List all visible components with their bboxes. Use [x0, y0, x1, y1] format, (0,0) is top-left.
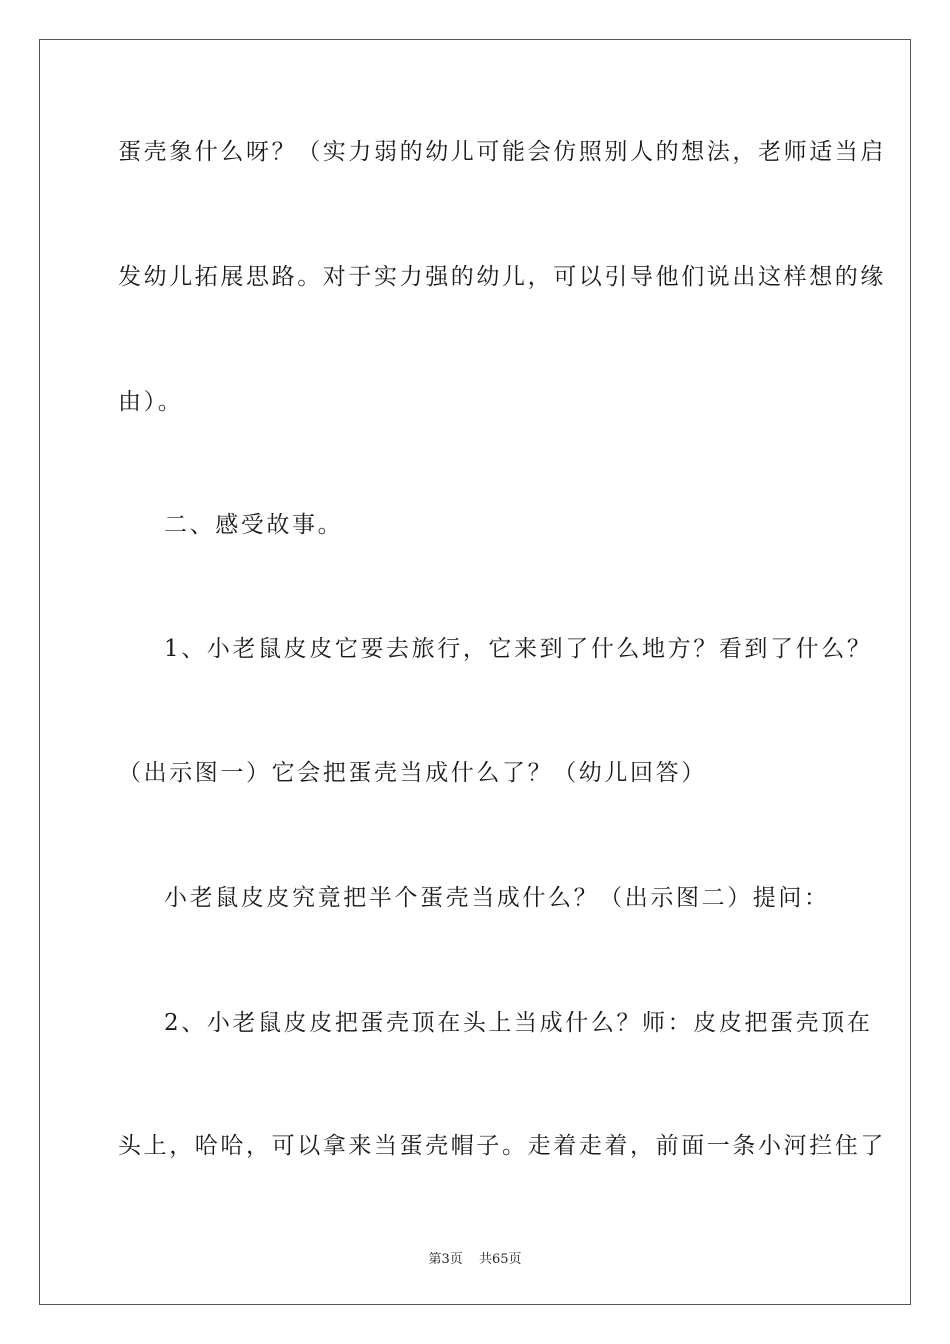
text-line-3: 由）。: [118, 389, 184, 415]
text-line-6: （出示图一）它会把蛋壳当成什么了？（幼儿回答）: [118, 760, 707, 786]
text-line-9: 头上，哈哈，可以拿来当蛋壳帽子。走着走着，前面一条小河拦住了: [118, 1133, 886, 1159]
text-line-1: 蛋壳象什么呀？（实力弱的幼儿可能会仿照别人的想法，老师适当启: [118, 139, 886, 165]
text-line-7: 小老鼠皮皮究竟把半个蛋壳当成什么？（出示图二）提问：: [164, 885, 830, 911]
page-border: [39, 39, 911, 1305]
text-line-8: 2、小老鼠皮皮把蛋壳顶在头上当成什么？师：皮皮把蛋壳顶在: [164, 1010, 873, 1036]
page-footer: [0, 1248, 950, 1267]
page-total: 共65页: [478, 1252, 522, 1267]
text-line-2: 发幼儿拓展思路。对于实力强的幼儿，可以引导他们说出这样想的缘: [118, 264, 886, 290]
text-line-5: 1、小老鼠皮皮它要去旅行，它来到了什么地方？看到了什么？: [164, 636, 873, 662]
page-number: 第3页: [428, 1252, 463, 1267]
section-heading: 二、感受故事。: [164, 512, 344, 538]
